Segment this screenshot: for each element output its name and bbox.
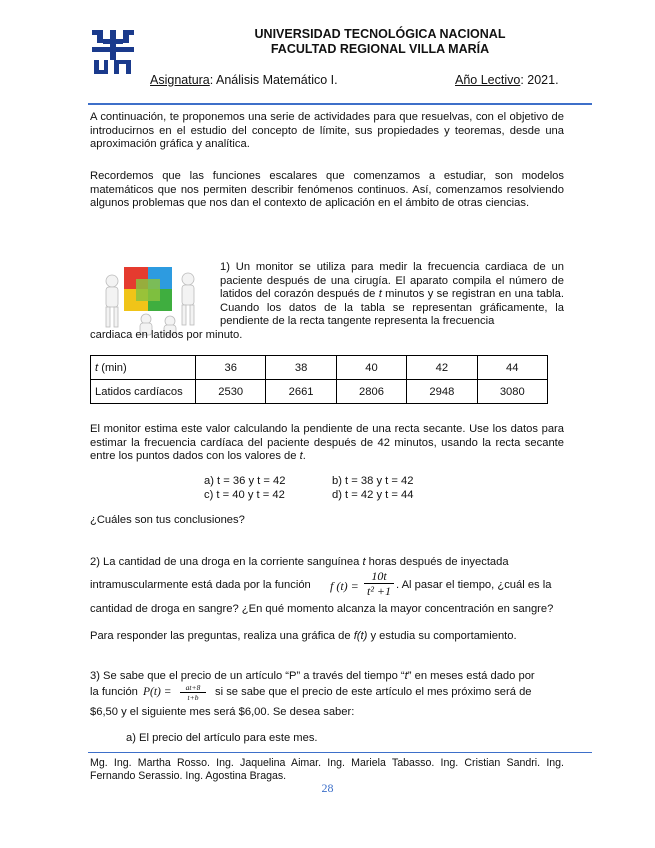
option-c: c) t = 40 y t = 42	[204, 488, 285, 501]
option-b: b) t = 38 y t = 42	[332, 475, 414, 487]
page-number: 28	[321, 781, 334, 795]
footer-divider	[88, 752, 592, 753]
table-row	[91, 380, 548, 404]
q2-var-t: t	[362, 556, 366, 568]
q1-text-a: 1) Un monitor se utiliza para medir la frecuencia cardiaca de un paciente después de una cirugía. El aparato compila el número de latidos del corazón después de	[220, 261, 564, 301]
q3-var-t: t	[404, 670, 408, 682]
q2-line4-a: Para responder las preguntas, realiza una gráfica de	[90, 630, 354, 642]
q1-after-a: El monitor estima este valor calculando la pendiente de una recta secante. Use los datos para estimar la frecuencia cardíaca del paciente después de 42 minutos, usando la recta secante entre los puntos dados con los valores de	[90, 423, 564, 463]
q1-var-t: t	[378, 288, 382, 301]
table-cell: 38	[266, 356, 336, 380]
subject-line	[150, 73, 338, 87]
header-divider	[88, 103, 592, 105]
q3-function-denominator: t+b	[187, 693, 199, 702]
q2-function-lhs: f (t) =	[330, 579, 359, 593]
time-unit: (min)	[98, 361, 127, 374]
question-2-line-2	[90, 579, 311, 591]
question-1-conclusion: ¿Cuáles son tus conclusiones?	[90, 514, 245, 526]
q1-after-var: t	[299, 450, 303, 463]
table-cell: 44	[477, 356, 547, 380]
year-label: Año Lectivo	[455, 73, 521, 87]
intro-paragraph-1: A continuación, te proponemos una serie de actividades para que resuelvas, con el objetivo de introducirnos en el estudio del concepto de límite, sus propiedades y teoremas, desde una aproximación gráfica y analítica.	[90, 111, 564, 151]
q2-line4-f: f(t)	[353, 630, 368, 642]
subject-value: : Análisis Matemático I.	[209, 73, 338, 87]
q3-line2-b: si se sabe que el precio de este artículo el mes próximo será de	[215, 686, 532, 698]
q3-function-lhs: P(t) =	[143, 686, 172, 698]
year-line	[455, 73, 559, 87]
q2-function-denominator: t² +1	[366, 584, 392, 598]
question-1-text	[220, 261, 564, 329]
question-3-item-a: a) El precio del artículo para este mes.	[126, 732, 318, 744]
q2-function-numerator: 10t	[364, 570, 394, 584]
option-a: a) t = 36 y t = 42	[204, 475, 286, 487]
question-2-line-4	[90, 630, 517, 642]
q1-text-b: minutos y se registran en una tabla. Cuando los datos de la tabla se representan gráficamente, la pendiente de la recta tangente representa la frecuencia	[220, 288, 564, 328]
puzzle-people-illustration	[96, 257, 206, 337]
table-cell: 2806	[336, 380, 406, 404]
q2-line2-b: . Al pasar el tiempo, ¿cuál es la	[396, 579, 552, 591]
table-cell: 40	[336, 356, 406, 380]
question-2-line-3: cantidad de droga en sangre? ¿En qué momento alcanza la mayor concentración en sangre?	[90, 603, 554, 615]
option-d: d) t = 42 y t = 44	[332, 488, 414, 501]
q3-function-numerator: at+8	[180, 683, 206, 693]
q2-line2-a: intramuscularmente está dada por la función	[90, 579, 311, 591]
intro-paragraph-2: Recordemos que las funciones escalares que comenzamos a estudiar, son modelos matemáticos que nos permiten describir fenómenos continuos. Así, comenzamos resolviendo algunos problemas que nos dan el contexto de aplicación en el ámbito de otras ciencias.	[90, 170, 564, 210]
faculty-name: FACULTAD REGIONAL VILLA MARÍA	[270, 42, 490, 56]
table-cell: 42	[407, 356, 477, 380]
table-row	[91, 356, 548, 380]
table-cell: 2948	[407, 380, 477, 404]
question-2-line-1	[90, 556, 564, 568]
question-1-instructions	[90, 423, 564, 464]
question-1-options	[204, 475, 413, 502]
year-value: : 2021.	[520, 73, 559, 87]
utn-logo	[92, 30, 134, 76]
q1-after-b: .	[302, 450, 306, 463]
subject-label: Asignatura	[150, 73, 210, 87]
question-3-line-3: $6,50 y el siguiente mes será $6,00. Se desea saber:	[90, 706, 355, 718]
question-1-text-end: cardiaca en latidos por minuto.	[90, 329, 243, 341]
table-cell: 3080	[477, 380, 547, 404]
time-var: t	[95, 361, 99, 374]
table-header-time	[91, 356, 196, 380]
footer-authors: Mg. Ing. Martha Rosso. Ing. Jaquelina Aimar. Ing. Mariela Tabasso. Ing. Cristian Sandri. Ing. Fernando Serassio. Ing. Agostina Bragas.	[90, 757, 564, 782]
q3-line2-a: la función	[90, 686, 138, 698]
q2-line1-b: horas después de inyectada	[365, 556, 509, 568]
q2-line4-b: y estudia su comportamiento.	[367, 630, 517, 642]
q2-line1-a: 2) La cantidad de una droga en la corriente sanguínea	[90, 556, 363, 568]
table-cell: 2661	[266, 380, 336, 404]
table-header-beats: Latidos cardíacos	[91, 380, 196, 404]
table-cell: 36	[196, 356, 266, 380]
q3-line1-a: 3) Se sabe que el precio de un artículo “P” a través del tiempo “	[90, 670, 405, 682]
header-institution	[200, 27, 560, 57]
table-cell: 2530	[196, 380, 266, 404]
question-3-line-1	[90, 670, 564, 682]
university-name: UNIVERSIDAD TECNOLÓGICA NACIONAL	[254, 27, 506, 41]
heart-rate-table	[90, 355, 548, 404]
q3-line1-b: ” en meses está dado por	[407, 670, 535, 682]
